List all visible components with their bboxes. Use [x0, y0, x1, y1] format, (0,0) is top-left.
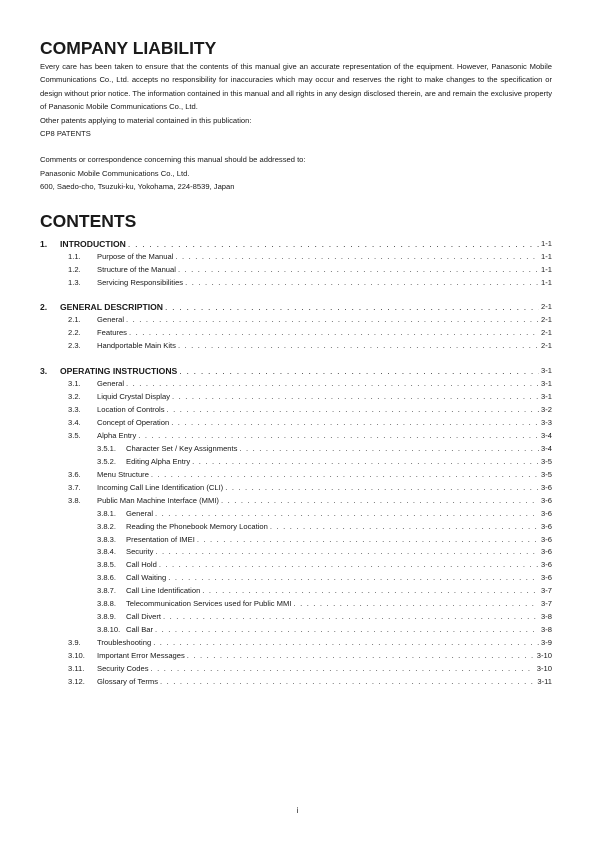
toc-leader-dots: [197, 534, 539, 547]
toc-number: 1.1.: [68, 251, 81, 261]
toc-page-number: 3-6: [541, 560, 552, 570]
toc-leader-dots: [155, 546, 539, 559]
toc-page-number: 3-6: [541, 573, 552, 583]
toc-item-row: [40, 637, 552, 650]
toc-leader-dots: [178, 340, 539, 353]
toc-leader-dots: [159, 559, 539, 572]
toc-title: Editing Alpha Entry: [126, 456, 191, 466]
toc-item-row: [40, 482, 552, 495]
toc-leader-dots: [155, 508, 539, 521]
toc-leader-dots: [293, 598, 539, 611]
toc-leader-dots: [128, 237, 539, 251]
toc-number: 3.8.1.: [97, 508, 116, 518]
toc-leader-dots: [167, 404, 539, 417]
toc-subitem-row: [40, 572, 552, 585]
toc-page-number: 3-7: [541, 586, 552, 596]
toc-title: Telecommunication Services used for Public MMI: [126, 599, 292, 609]
toc-leader-dots: [221, 495, 539, 508]
toc-leader-dots: [179, 364, 539, 378]
toc-page-number: 2-1: [541, 341, 552, 351]
toc-leader-dots: [126, 314, 539, 327]
toc-title: Important Error Messages: [97, 650, 185, 660]
toc-number: 3.12.: [68, 676, 85, 686]
toc-page-number: 3-5: [541, 469, 552, 479]
toc-number: 2.: [40, 302, 48, 313]
toc-leader-dots: [153, 637, 539, 650]
toc-title: Character Set / Key Assignments: [126, 443, 238, 453]
toc-title: Structure of the Manual: [97, 264, 176, 274]
toc-subitem-row: [40, 534, 552, 547]
toc-page-number: 3-4: [541, 431, 552, 441]
toc-title: Alpha Entry: [97, 431, 137, 441]
toc-item-row: [40, 340, 552, 353]
toc-number: 2.1.: [68, 315, 81, 325]
toc-subitem-row: [40, 521, 552, 534]
toc-number: 3.8.10.: [97, 625, 121, 635]
toc-item-row: [40, 314, 552, 327]
toc-leader-dots: [178, 264, 539, 277]
toc-item-row: [40, 404, 552, 417]
toc-number: 3.: [40, 366, 48, 377]
contents-heading: CONTENTS: [40, 210, 137, 231]
toc-leader-dots: [202, 585, 539, 598]
toc-number: 3.1.: [68, 379, 81, 389]
toc-page-number: 3-1: [541, 392, 552, 402]
toc-item-row: [40, 495, 552, 508]
toc-leader-dots: [163, 611, 539, 624]
toc-page-number: 1-1: [541, 277, 552, 287]
toc-number: 3.8.9.: [97, 612, 116, 622]
toc-title: Call Line Identification: [126, 586, 201, 596]
toc-number: 3.5.: [68, 431, 81, 441]
toc-number: 1.2.: [68, 264, 81, 274]
toc-number: 2.3.: [68, 341, 81, 351]
toc-page-number: 3-4: [541, 443, 552, 453]
toc-number: 3.8.4.: [97, 547, 116, 557]
toc-page-number: 3-6: [541, 521, 552, 531]
toc-title: Incoming Call Line Identification (CLI): [97, 482, 224, 492]
toc-number: 1.: [40, 238, 48, 249]
toc-subitem-row: [40, 456, 552, 469]
toc-subitem-row: [40, 598, 552, 611]
toc-item-row: [40, 417, 552, 430]
toc-leader-dots: [175, 251, 539, 264]
toc-title: General: [97, 379, 125, 389]
toc-number: 3.3.: [68, 405, 81, 415]
toc-item-row: [40, 391, 552, 404]
toc-subitem-row: [40, 443, 552, 456]
toc-page-number: 2-1: [541, 315, 552, 325]
toc-title: Security: [126, 547, 154, 557]
liability-heading: COMPANY LIABILITY: [40, 38, 217, 58]
toc-page-number: 3-5: [541, 456, 552, 466]
toc-title: OPERATING INSTRUCTIONS: [60, 366, 178, 377]
toc-leader-dots: [155, 624, 539, 637]
toc-title: Menu Structure: [97, 469, 149, 479]
toc-number: 3.8.8.: [97, 599, 116, 609]
table-of-contents: [40, 237, 552, 689]
toc-item-row: [40, 430, 552, 443]
toc-leader-dots: [172, 391, 539, 404]
toc-leader-dots: [126, 378, 539, 391]
toc-number: 3.10.: [68, 650, 85, 660]
toc-number: 3.2.: [68, 392, 81, 402]
toc-item-row: [40, 650, 552, 663]
toc-number: 3.8.7.: [97, 586, 116, 596]
toc-leader-dots: [192, 456, 539, 469]
toc-item-row: [40, 251, 552, 264]
patents-value: CP8 PATENTS: [40, 129, 91, 139]
toc-page-number: 3-11: [537, 676, 552, 686]
toc-page-number: 2-1: [541, 328, 552, 338]
toc-item-row: [40, 327, 552, 340]
toc-subitem-row: [40, 546, 552, 559]
toc-title: Handportable Main Kits: [97, 341, 176, 351]
toc-leader-dots: [151, 469, 539, 482]
toc-page-number: 3-10: [536, 663, 552, 673]
toc-subitem-row: [40, 611, 552, 624]
toc-number: 3.7.: [68, 482, 81, 492]
toc-page-number: 3-3: [541, 418, 552, 428]
toc-page-number: 3-6: [541, 547, 552, 557]
toc-page-number: 3-7: [541, 599, 552, 609]
toc-leader-dots: [270, 521, 539, 534]
toc-page-number: 1-1: [541, 238, 552, 248]
toc-subitem-row: [40, 559, 552, 572]
toc-title: General: [97, 315, 125, 325]
toc-title: Troubleshooting: [97, 638, 152, 648]
toc-title: Purpose of the Manual: [97, 251, 174, 261]
toc-title: Features: [97, 328, 127, 338]
toc-title: Liquid Crystal Display: [97, 392, 171, 402]
toc-leader-dots: [168, 572, 539, 585]
toc-leader-dots: [187, 650, 535, 663]
toc-leader-dots: [225, 482, 539, 495]
toc-page-number: 3-8: [541, 612, 552, 622]
toc-page-number: 3-6: [541, 534, 552, 544]
toc-title: Security Codes: [97, 663, 149, 673]
document-page: [40, 38, 552, 689]
toc-leader-dots: [138, 430, 539, 443]
toc-section-row: [40, 364, 552, 378]
toc-leader-dots: [165, 300, 539, 314]
toc-item-row: [40, 264, 552, 277]
toc-section-row: [40, 237, 552, 251]
toc-number: 2.2.: [68, 328, 81, 338]
toc-page-number: 3-6: [541, 495, 552, 505]
toc-number: 3.4.: [68, 418, 81, 428]
toc-title: Call Bar: [126, 625, 154, 635]
toc-title: Location of Controls: [97, 405, 165, 415]
toc-page-number: 3-6: [541, 508, 552, 518]
toc-title: INTRODUCTION: [60, 238, 126, 249]
toc-number: 1.3.: [68, 277, 81, 287]
toc-page-number: 1-1: [541, 251, 552, 261]
toc-number: 3.8.: [68, 495, 81, 505]
toc-title: Servicing Responsibilities: [97, 277, 184, 287]
toc-title: Call Waiting: [126, 573, 167, 583]
toc-item-row: [40, 663, 552, 676]
toc-page-number: 1-1: [541, 264, 552, 274]
toc-title: General: [126, 508, 154, 518]
page-number: i: [296, 806, 299, 815]
toc-number: 3.5.1.: [97, 443, 116, 453]
toc-subitem-row: [40, 508, 552, 521]
toc-title: Presentation of IMEI: [126, 534, 195, 544]
toc-subitem-row: [40, 624, 552, 637]
toc-title: Glossary of Terms: [97, 676, 159, 686]
liability-paragraph: Every care has been taken to ensure that the contents of this manual give an accurate representation of the equipment. However, Panasonic Mobile Communications Co., Ltd. accepts no responsibility for inaccuracies which may occur and reserves the right to make changes to the specification or design without prior notice. The information contained in this manual and all rights in any design disclosed therein, are and remain the exclusive property of Panasonic Mobile Communications Co., Ltd.: [40, 62, 552, 112]
toc-subitem-row: [40, 585, 552, 598]
toc-number: 3.9.: [68, 638, 81, 648]
toc-page-number: 3-6: [541, 482, 552, 492]
toc-number: 3.5.2.: [97, 456, 116, 466]
toc-title: Call Hold: [126, 560, 157, 570]
patents-line: Other patents applying to material contained in this publication:: [40, 115, 252, 125]
toc-leader-dots: [185, 277, 539, 290]
toc-number: 3.8.3.: [97, 534, 116, 544]
comments-line: Comments or correspondence concerning this manual should be addressed to:: [40, 155, 306, 165]
toc-leader-dots: [160, 676, 535, 689]
toc-page-number: 3-8: [541, 625, 552, 635]
toc-page-number: 3-2: [541, 405, 552, 415]
toc-item-row: [40, 676, 552, 689]
toc-number: 3.8.5.: [97, 560, 116, 570]
toc-item-row: [40, 378, 552, 391]
toc-page-number: 2-1: [541, 302, 552, 312]
toc-title: Concept of Operation: [97, 418, 170, 428]
toc-page-number: 3-10: [536, 650, 552, 660]
toc-leader-dots: [171, 417, 539, 430]
toc-title: Call Divert: [126, 612, 162, 622]
toc-leader-dots: [151, 663, 535, 676]
toc-page-number: 3-1: [541, 379, 552, 389]
toc-item-row: [40, 277, 552, 290]
toc-number: 3.11.: [68, 663, 85, 673]
company-address: 600, Saedo-cho, Tsuzuki-ku, Yokohama, 224-8539, Japan: [40, 182, 235, 192]
toc-section-row: [40, 300, 552, 314]
toc-leader-dots: [129, 327, 539, 340]
toc-title: Public Man Machine Interface (MMI): [97, 495, 219, 505]
toc-item-row: [40, 469, 552, 482]
toc-number: 3.6.: [68, 469, 81, 479]
toc-page-number: 3-1: [541, 366, 552, 376]
toc-leader-dots: [239, 443, 539, 456]
company-name: Panasonic Mobile Communications Co., Ltd.: [40, 168, 190, 178]
toc-number: 3.8.2.: [97, 521, 116, 531]
toc-number: 3.8.6.: [97, 573, 116, 583]
toc-page-number: 3-9: [541, 638, 552, 648]
toc-title: GENERAL DESCRIPTION: [60, 302, 163, 313]
toc-title: Reading the Phonebook Memory Location: [126, 521, 268, 531]
